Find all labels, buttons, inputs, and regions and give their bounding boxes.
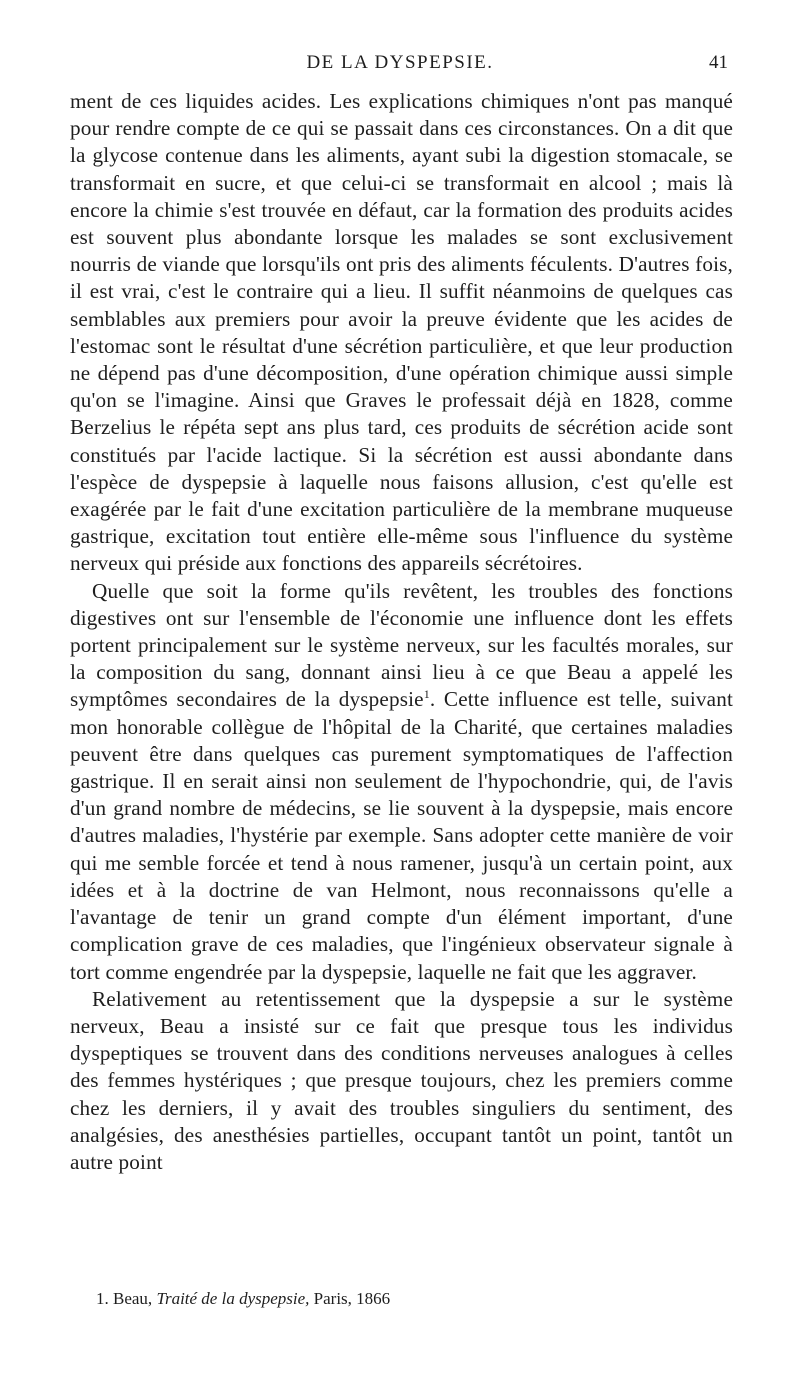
footnote-title: Traité de la dyspepsie, [156,1289,310,1308]
paragraph-2-text-start: Quelle que soit la forme qu'ils revêtent, les troubles des fonctions digestives ont sur l'ensemble de l'économie une influence dont les effets portent principalement sur le système nerveux, sur les facultés morales, sur la composition du sang, donnant ainsi lieu à ce que Beau a appelé les symptômes secondaires de la dyspepsie [70,578,733,712]
footnote-author: Beau, [113,1289,153,1308]
running-head [0,52,800,76]
running-title: DE LA DYSPEPSIE. [306,52,494,73]
footnote-imprint: Paris, 1866 [313,1289,391,1308]
footnote-reference: 1 [423,687,430,702]
paragraph-2 [70,578,733,986]
footnote [96,1288,736,1310]
paragraph-3: Relativement au retentissement que la dyspepsie a sur le système nerveux, Beau a insisté sur ce fait que presque tous les individus dyspeptiques se trouvent dans des conditions nerveuses analogues à celles des femmes hystériques ; que presque toujours, chez les premiers comme chez les derniers, il y avait des troubles singuliers du sentiment, des analgésies, des anesthésies partielles, occupant tantôt un point, tantôt un autre point [70,986,733,1174]
footnote-number: 1. [96,1289,109,1308]
body-text [70,88,733,1176]
paragraph-2-text-end: . Cette influence est telle, suivant mon honorable collègue de l'hôpital de la Charité, que certaines maladies peuvent être dans quelques cas purement symptomatiques de l'affection gastrique. Il en serait ainsi non seulement de l'hypochondrie, qui, de l'avis d'un grand nombre de médecins, se lie souvent à la dyspepsie, mais encore d'autres maladies, l'hystérie par exemple. Sans adopter cette manière de voir qui me semble forcée et tend à nous ramener, jusqu'à un certain point, aux idées et à la doctrine de van Helmont, nous reconnaissons qu'elle a l'avantage de tenir un grand compte d'un élément important, d'une complication grave de ces maladies, que l'ingénieux observateur signale à tort comme engendrée par la dyspepsie, laquelle ne fait que les aggraver. [70,687,733,984]
paragraph-1: ment de ces liquides acides. Les explications chimiques n'ont pas manqué pour rendre compte de ce qui se passait dans ces circonstances. On a dit que la glycose contenue dans les aliments, ayant subi la digestion stomacale, se transformait en sucre, et que celui-ci se transformait en alcool ; mais là encore la chimie s'est trouvée en défaut, car la formation des produits acides est souvent plus abondante lorsque les malades se sont exclusivement nourris de viande que lorsqu'ils ont pris des aliments féculents. D'autres fois, il est vrai, c'est le contraire qui a lieu. Il suffit néanmoins de quelques cas semblables aux premiers pour avoir la preuve évidente que les acides de l'estomac sont le résultat d'une sécrétion particulière, et que leur production ne dépend pas d'une décomposition, d'une opération chimique aussi simple qu'on se l'imagine. Ainsi que Graves le professait déjà en 1828, comme Berzelius le répéta sept ans plus tard, ces produits de sécrétion acide sont constitués par l'acide lactique. Si la sécrétion est aussi abondante dans l'espèce de dyspepsie à laquelle nous faisons allusion, c'est qu'elle est exagérée par le fait d'une excitation particulière de la membrane muqueuse gastrique, excitation tout entière elle-même sous l'influence du système nerveux qui préside aux fonctions des appareils sécrétoires. [70,89,733,576]
page-number: 41 [709,52,728,73]
